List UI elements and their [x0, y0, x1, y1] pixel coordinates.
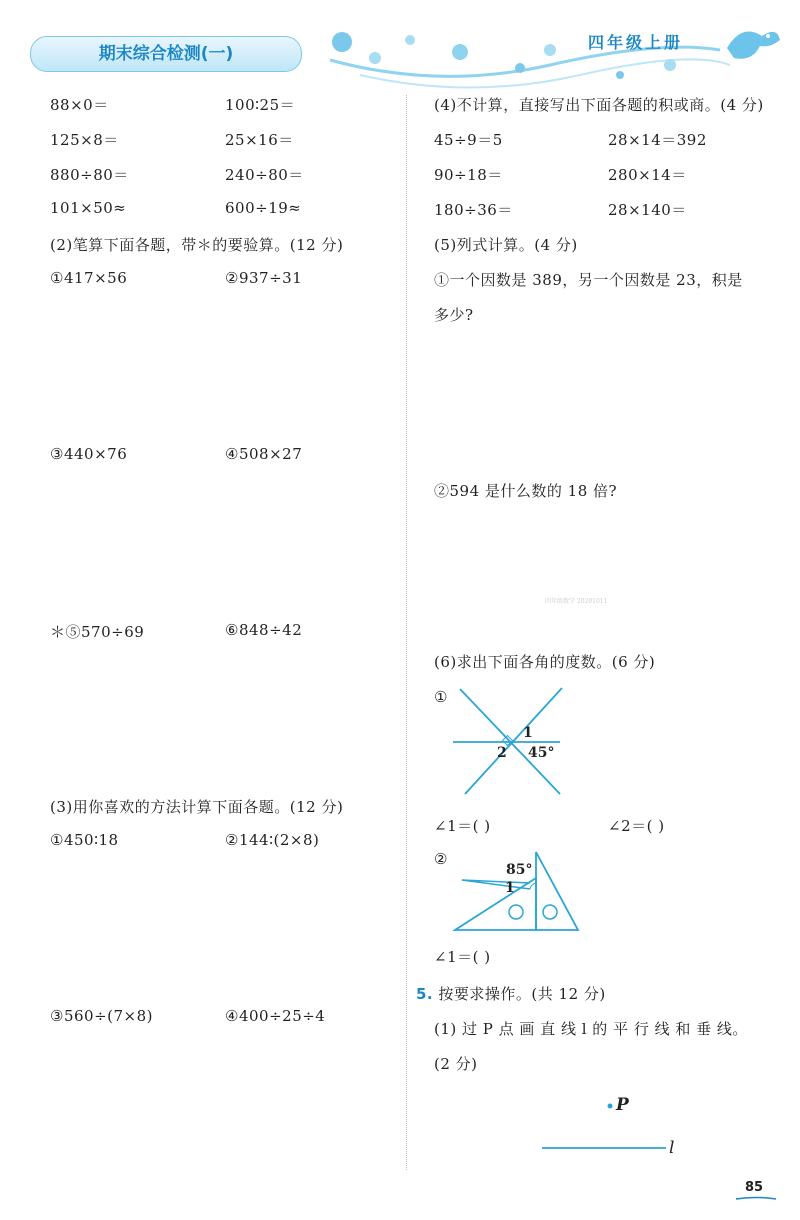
q2-item: ④508×27 [225, 445, 303, 463]
section-5-heading [416, 983, 606, 1004]
section-title-badge: 期末综合检测(一) [30, 36, 302, 72]
q2-item: ③440×76 [50, 445, 128, 463]
q4-item: 280×14＝ [608, 166, 687, 184]
oral-item: 240÷80＝ [225, 166, 304, 184]
section-5-line-2: (2 分) [434, 1055, 478, 1073]
section-5-number: 5. [416, 985, 434, 1003]
q2-item: ＊⑤570÷69 [50, 623, 145, 641]
q3-item: ②144∶(2×8) [225, 831, 320, 849]
question-2-title: (2)笔算下面各题，带＊的要验算。(12 分) [50, 236, 344, 254]
oral-item: 101×50≈ [50, 199, 127, 217]
figure-1-intersecting-lines [450, 680, 570, 800]
q4-item: 28×14＝392 [608, 131, 707, 149]
q4-item: 45÷9＝5 [434, 131, 503, 149]
angle-85-label: 85° [506, 862, 533, 878]
q4-item: 28×140＝ [608, 201, 687, 219]
q5-item-2: ②594 是什么数的 18 倍? [434, 482, 618, 500]
oral-item: 100∶25＝ [225, 96, 296, 114]
q4-item: 180÷36＝ [434, 201, 513, 219]
line-l-label: l [669, 1138, 675, 1158]
q5-item-1-line1: ①一个因数是 389，另一个因数是 23，积是 [434, 271, 743, 289]
q2-item: ①417×56 [50, 269, 128, 287]
answer-angle-2: ∠2＝( ) [608, 817, 665, 835]
oral-item: 125×8＝ [50, 131, 119, 149]
faint-watermark-text: 四年级数学 20201011 [545, 598, 608, 605]
angle-1-label: 1 [523, 725, 533, 741]
question-3-title: (3)用你喜欢的方法计算下面各题。(12 分) [50, 798, 344, 816]
q4-item: 90÷18＝ [434, 166, 503, 184]
oral-item: 880÷80＝ [50, 166, 129, 184]
page-number-underline [736, 1196, 776, 1202]
oral-item: 600÷19≈ [225, 199, 302, 217]
angle-45-label: 45° [528, 745, 555, 761]
bird-icon [722, 18, 782, 66]
figure-2-label: ② [434, 850, 448, 868]
answer-fig2-angle-1: ∠1＝( ) [434, 948, 491, 966]
q2-item: ②937÷31 [225, 269, 303, 287]
column-divider [406, 95, 407, 1170]
page-number: 85 [745, 1180, 764, 1195]
grade-label: 四年级上册 [588, 33, 684, 52]
q3-item: ③560÷(7×8) [50, 1007, 154, 1025]
question-5-title: (5)列式计算。(4 分) [434, 236, 578, 254]
q3-item: ①450∶18 [50, 831, 119, 849]
figure-1-label: ① [434, 688, 448, 706]
answer-angle-1: ∠1＝( ) [434, 817, 491, 835]
q3-item: ④400÷25÷4 [225, 1007, 326, 1025]
oral-item: 88×0＝ [50, 96, 109, 114]
angle-2-label: 2 [497, 745, 507, 761]
q5-item-1-line2: 多少? [434, 306, 474, 324]
section-5-title: 按要求操作。(共 12 分) [438, 985, 606, 1003]
point-p-label: P [616, 1095, 629, 1115]
section-5-line-1: (1) 过 P 点 画 直 线 l 的 平 行 线 和 垂 线。 [434, 1020, 748, 1038]
oral-item: 25×16＝ [225, 131, 294, 149]
point-and-line-figure [540, 1090, 690, 1160]
question-6-title: (6)求出下面各角的度数。(6 分) [434, 653, 656, 671]
angle-1-label-fig2: 1 [505, 880, 515, 896]
question-4-title: (4)不计算，直接写出下面各题的积或商。(4 分) [434, 96, 764, 114]
q2-item: ⑥848÷42 [225, 621, 303, 639]
